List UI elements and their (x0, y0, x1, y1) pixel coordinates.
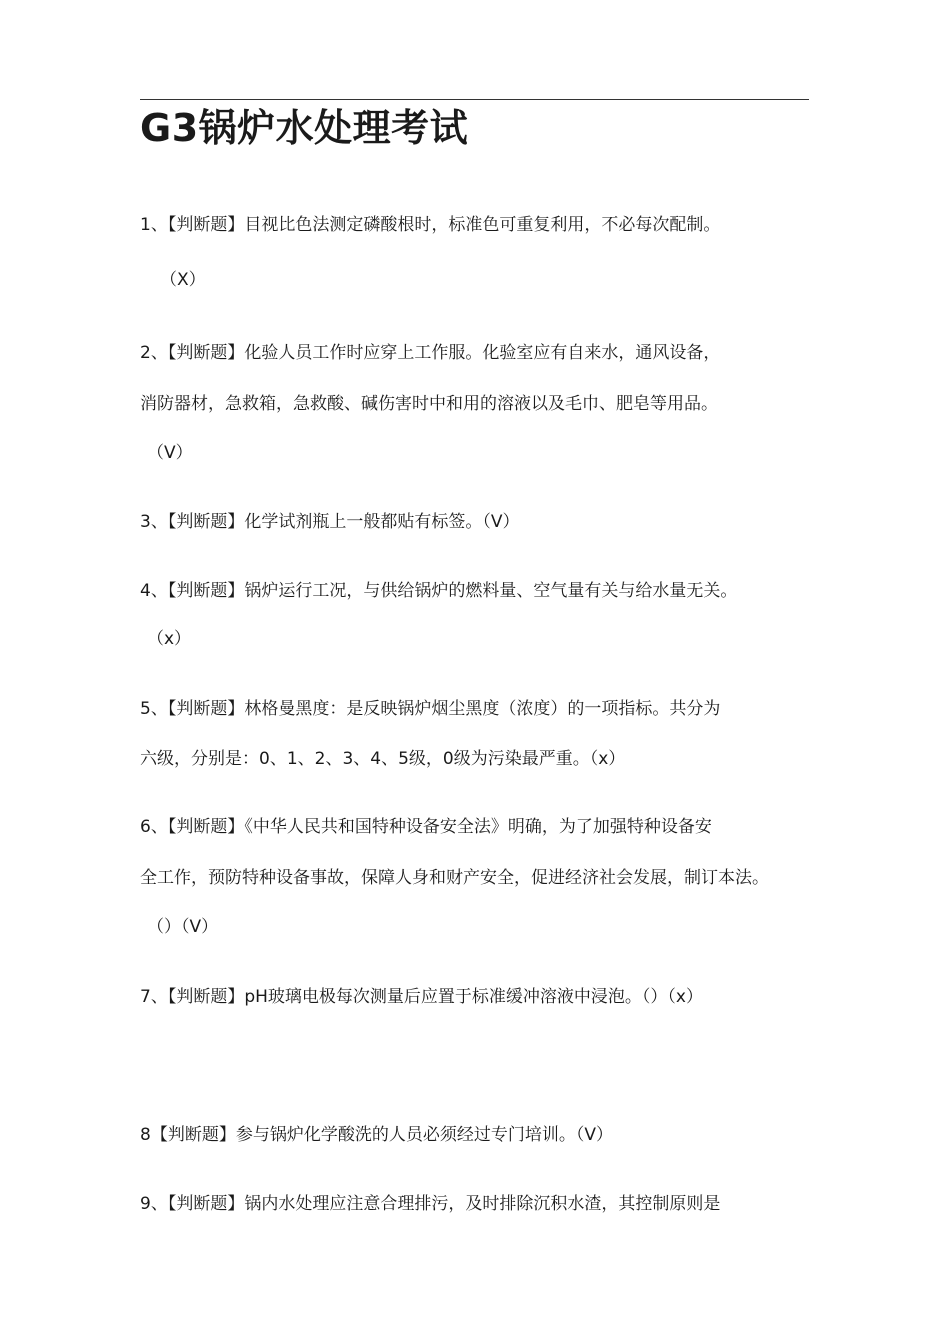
question-5-text-line-1: 5、【判断题】林格曼黑度：是反映锅炉烟尘黑度（浓度）的一项指标。共分为 (140, 699, 721, 719)
question-8-text: 8【判断题】参与锅炉化学酸洗的人员必须经过专门培训。（V） (140, 1125, 613, 1145)
question-6-answer: （）（V） (147, 917, 219, 937)
question-2-answer: （V） (147, 443, 193, 463)
question-6-text-line-1: 6、【判断题】《中华人民共和国特种设备安全法》明确，为了加强特种设备安 (140, 817, 712, 837)
question-3-text: 3、【判断题】化学试剂瓶上一般都贴有标签。（V） (140, 512, 520, 532)
question-2-text-line-2: 消防器材，急救箱，急救酸、碱伤害时中和用的溶液以及毛巾、肥皂等用品。 (140, 394, 718, 414)
question-4-answer: （x） (147, 629, 192, 649)
top-divider (140, 99, 809, 100)
question-2-text-line-1: 2、【判断题】化验人员工作时应穿上工作服。化验室应有自来水，通风设备， (140, 343, 721, 363)
question-5-text-line-2: 六级，分别是：0、1、2、3、4、5级，0级为污染最严重。（x） (140, 749, 626, 769)
document-title: G3锅炉水处理考试 (140, 106, 469, 150)
question-4-text: 4、【判断题】锅炉运行工况，与供给锅炉的燃料量、空气量有关与给水量无关。 (140, 581, 738, 601)
question-6-text-line-2: 全工作，预防特种设备事故，保障人身和财产安全，促进经济社会发展，制订本法。 (140, 868, 769, 888)
question-7-text: 7、【判断题】pH玻璃电极每次测量后应置于标准缓冲溶液中浸泡。（）（x） (140, 987, 703, 1007)
question-1-text: 1、【判断题】目视比色法测定磷酸根时，标准色可重复利用，不必每次配制。 (140, 215, 721, 235)
question-9-text: 9、【判断题】锅内水处理应注意合理排污，及时排除沉积水渣，其控制原则是 (140, 1194, 721, 1214)
question-1-answer: （X） (160, 270, 206, 290)
